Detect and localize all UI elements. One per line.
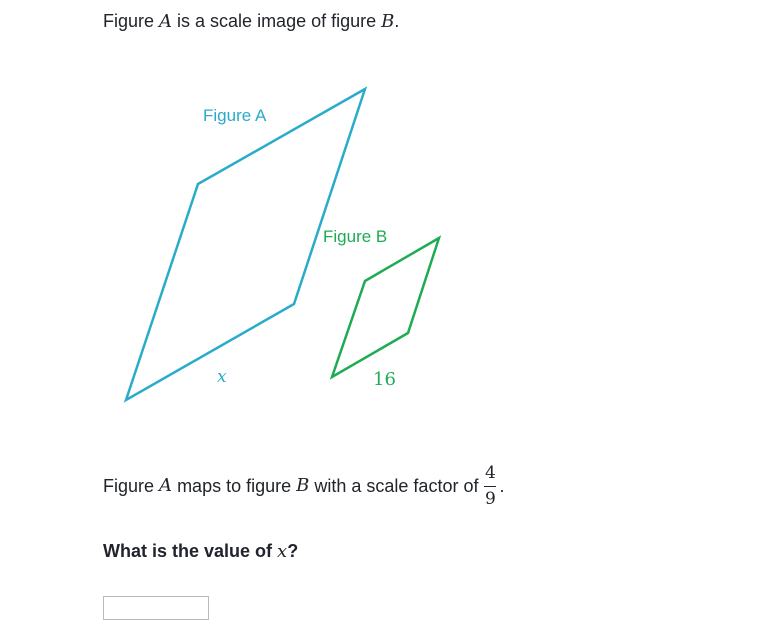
scale-prefix: Figure bbox=[103, 476, 155, 496]
question-suffix: ? bbox=[287, 541, 299, 561]
fraction-bar bbox=[484, 486, 496, 487]
figure-a-side-label: x bbox=[217, 367, 227, 387]
scale-var-b: B bbox=[296, 475, 310, 496]
question-text bbox=[103, 539, 298, 564]
figure-b-parallelogram bbox=[332, 238, 439, 377]
intro-prefix: Figure bbox=[103, 11, 160, 31]
figure-b-label: Figure B bbox=[323, 227, 388, 246]
scale-factor-fraction bbox=[484, 463, 496, 510]
figure-a-label: Figure A bbox=[203, 106, 267, 125]
intro-middle: is a scale image of figure bbox=[172, 11, 382, 31]
answer-input[interactable] bbox=[103, 596, 209, 620]
intro-var-a: A bbox=[159, 11, 173, 32]
question-var: x bbox=[277, 541, 288, 562]
scale-middle1: maps to figure bbox=[177, 476, 292, 496]
question-prefix: What is the value of bbox=[103, 541, 278, 561]
scale-middle2: with a scale factor of bbox=[314, 476, 479, 496]
scale-var-a: A bbox=[159, 475, 173, 496]
scale-suffix: . bbox=[499, 476, 505, 496]
intro-suffix: . bbox=[394, 11, 400, 31]
intro-var-b: B bbox=[381, 11, 395, 32]
figure-b-side-label: 16 bbox=[373, 369, 396, 390]
fraction-numerator: 4 bbox=[485, 462, 496, 483]
scale-factor-statement bbox=[103, 458, 504, 514]
fraction-denominator: 9 bbox=[485, 488, 496, 509]
